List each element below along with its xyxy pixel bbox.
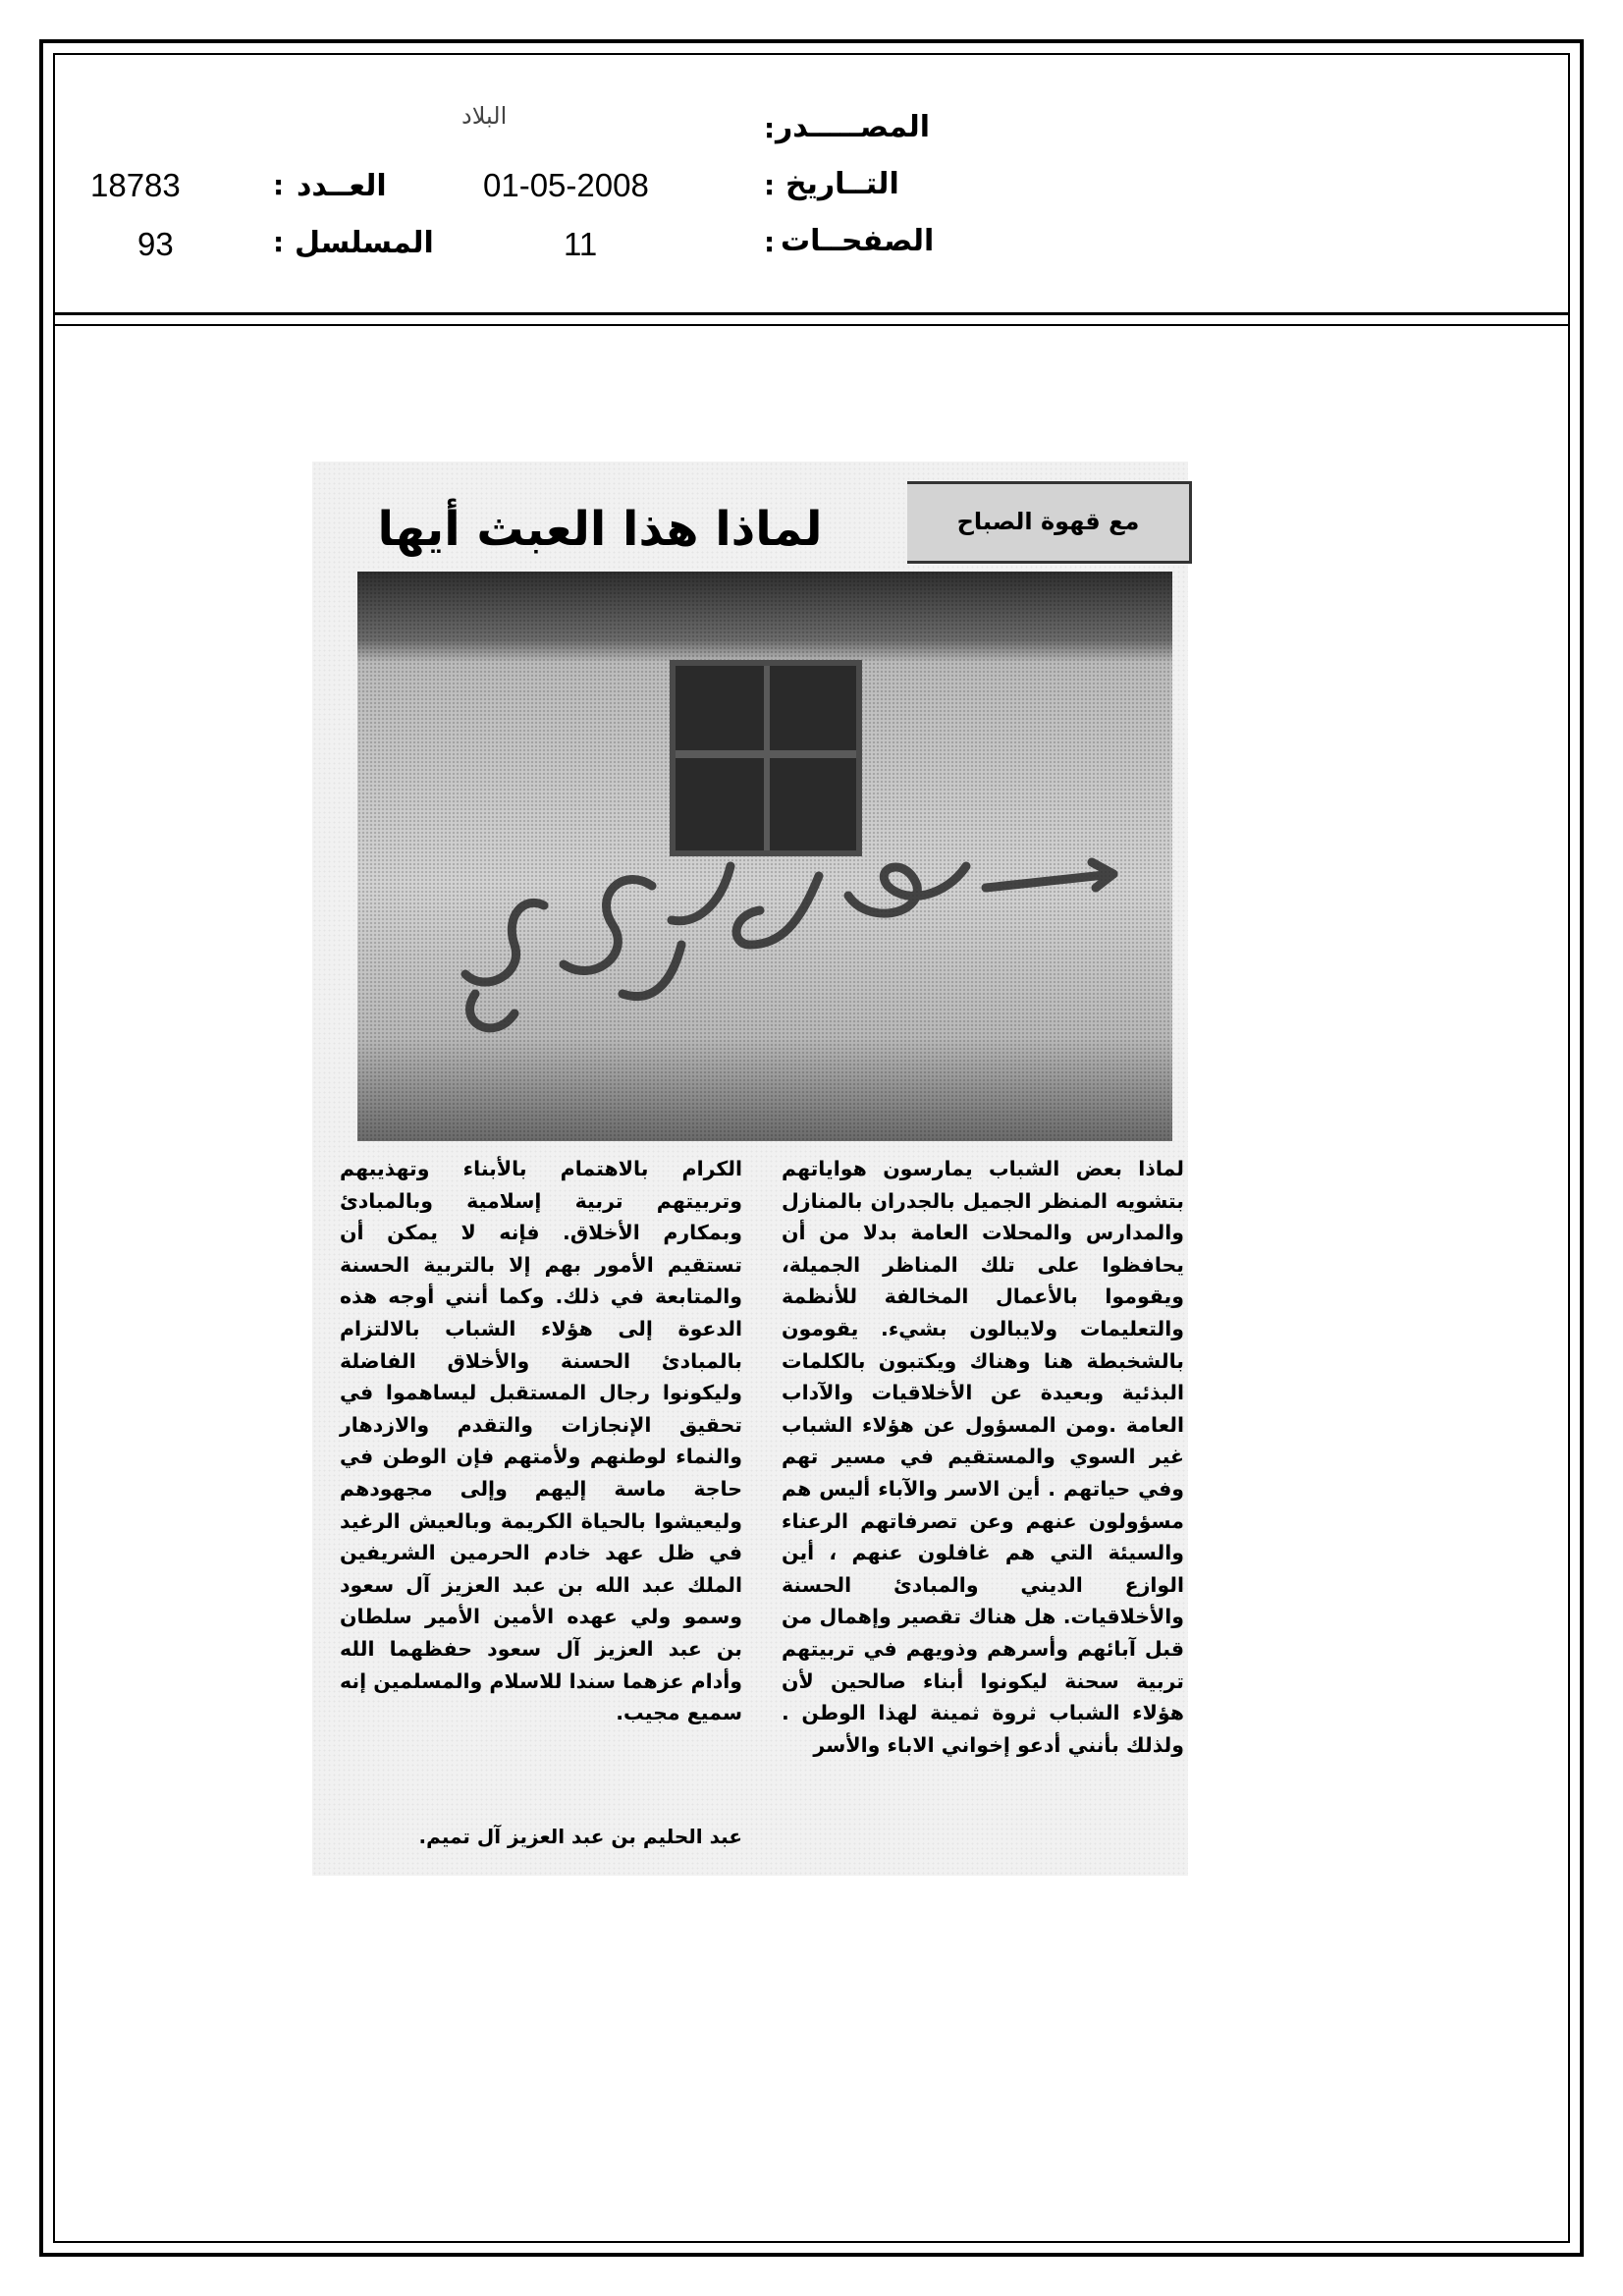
headline: لماذا هذا العبث أيها: [377, 502, 823, 557]
graffiti-text: شارع: [907, 1033, 910, 1034]
column-tag: مع قهوة الصباح: [907, 481, 1192, 564]
pages-value: 11: [564, 226, 598, 262]
pages-label: الصفحــات: [781, 224, 935, 258]
source-value: البلاد: [461, 102, 508, 130]
date-colon: :: [764, 169, 776, 201]
issue-label: العــدد: [297, 169, 387, 203]
date-value: 01-05-2008: [483, 167, 649, 203]
source-label: المصـــــدر: [776, 110, 931, 144]
article-body: [340, 1153, 1184, 1801]
serial-colon: :: [273, 226, 285, 258]
article-column-right: لماذا بعض الشباب يمارسون هواياتهم بتشويه المنظر الجميل بالجدران بالمنازل والمدارس والمحلات العامة بدلا من أن يحافظوا على تلك المناظر الجميلة، ويقوموا بالأعمال المخالفة للأنظمة والتعليمات ولايبالون بشيء. يقومون بالشخبطة هنا وهناك ويكتبون بالكلمات البذئية وبعيدة عن الأخلاقيات والآداب العامة .ومن المسؤول عن هؤلاء الشباب غير السوي والمستقيم في مسير تهم وفي حياتهم . أين الاسر والآباء أليس هم مسؤولون عنهم وعن تصرفاتهم الرعناء والسيئة التي هم غافلون عنهم ، أين الوازع الديني والمبادئ الحسنة والأخلاقيات. هل هناك تقصير وإهمال من قبل آبائهم وأسرهم وذويهم في تربيتهم تربية سحنة ليكونوا أبناء صالحين لأن هؤلاء الشباب ثروة ثمينة لهذا الوطن . ولذلك بأنني أدعو إخواني الاباء والأسر: [782, 1157, 1184, 1757]
article-column-left: الكرام بالاهتمام بالأبناء وتهذيبهم وتربيتهم تربية إسلامية وبالمبادئ وبمكارم الأخلاق. فإنه لا يمكن أن تستقيم الأمور بهم إلا بالتربية الحسنة والمتابعة في ذلك. وكما أنني أوجه هذه الدعوة إلى هؤلاء الشباب بالالتزام بالمبادئ الحسنة والأخلاق الفاضلة وليكونوا رجال المستقبل ليساهموا في تحقيق الإنجازات والتقدم والازدهار والنماء لوطنهم ولأمتهم فإن الوطن في حاجة ماسة إليهم وإلى مجهودهم وليعيشوا بالحياة الكريمة وبالعيش الرغيد في ظل عهد خادم الحرمين الشريفين الملك عبد الله بن عبد العزيز آل سعود وسمو ولي عهده الأمين الأمير سلطان بن عبد العزيز آل سعود حفظهما الله وأدام عزهما سندا للاسلام والمسلمين إنه سميع مجيب.: [340, 1157, 742, 1725]
clipping-title-bar: [340, 475, 1179, 572]
newspaper-clipping: [312, 462, 1188, 1876]
date-label: التــاريخ: [785, 167, 899, 201]
serial-value: 93: [137, 226, 174, 262]
pages-colon: :: [764, 226, 776, 258]
graffiti-photo: [357, 572, 1172, 1141]
author-byline: عبد الحليم بن عبد العزيز آل تميم.: [418, 1825, 742, 1848]
issue-colon: :: [273, 169, 285, 201]
header-divider: [53, 312, 1570, 326]
issue-value: 18783: [90, 167, 181, 203]
serial-label: المسلسل: [295, 226, 434, 260]
source-colon: :: [764, 112, 776, 144]
graffiti-strokes: [357, 572, 1172, 1141]
